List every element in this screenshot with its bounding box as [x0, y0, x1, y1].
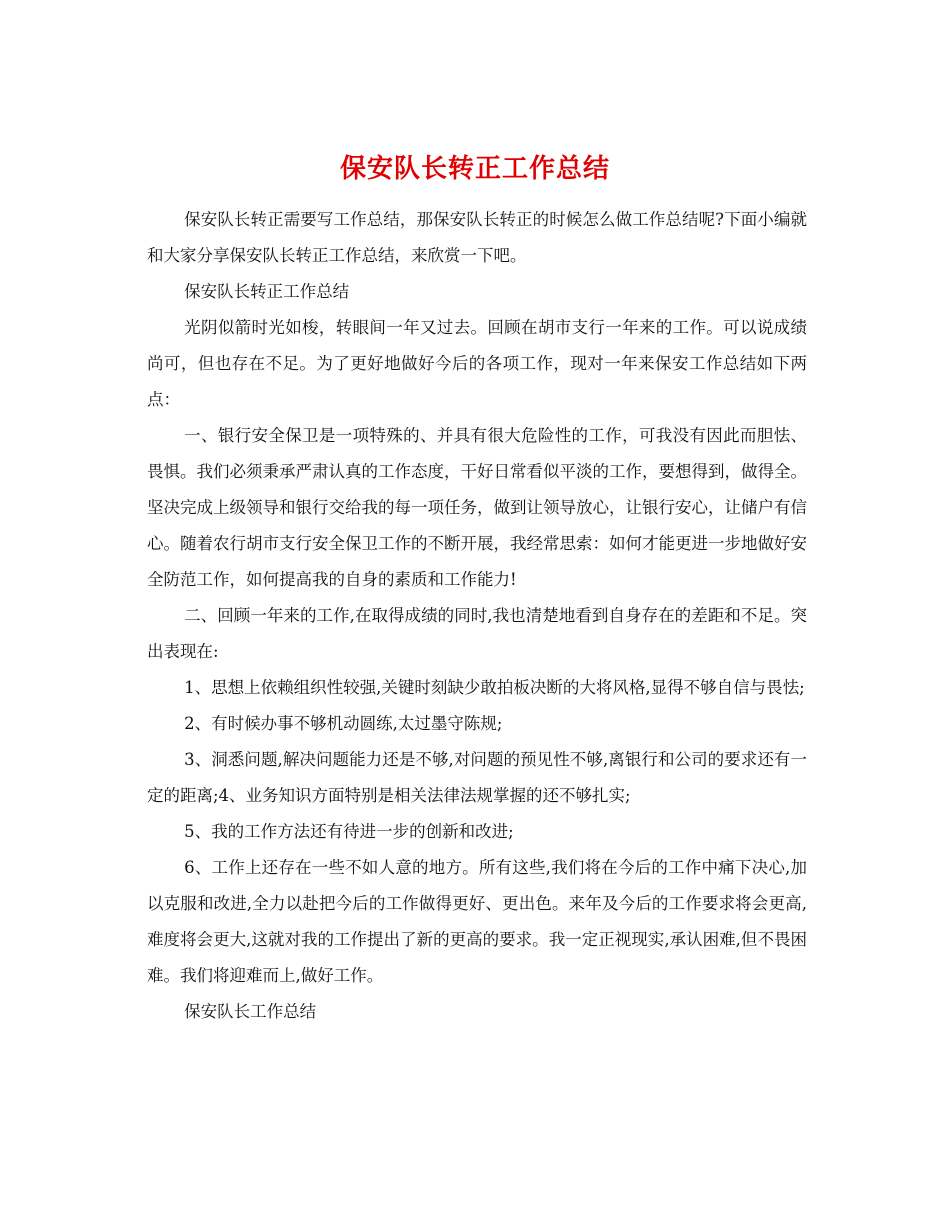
- intro-paragraph: 保安队长转正需要写工作总结，那保安队长转正的时候怎么做工作总结呢?下面小编就和大家分享保安队长转正工作总结，来欣赏一下吧。: [147, 210, 807, 265]
- page-title: 保安队长转正工作总结: [339, 154, 610, 185]
- list-item: 3、洞悉问题,解决问题能力还是不够,对问题的预见性不够,离银行和公司的要求还有一定的距离;4、业务知识方面特别是相关法律法规掌握的还不够扎实;: [147, 750, 807, 805]
- list-item: 1、思想上依赖组织性较强,关键时刻缺少敢拍板决断的大将风格,显得不够自信与畏怯;: [184, 678, 805, 697]
- body-paragraph: 二、回顾一年来的工作,在取得成绩的同时,我也清楚地看到自身存在的差距和不足。突出表现在:: [147, 606, 807, 661]
- section-heading: 保安队长转正工作总结: [184, 282, 350, 301]
- body-paragraph: 光阴似箭时光如梭，转眼间一年又过去。回顾在胡市支行一年来的工作。可以说成绩尚可，但也存在不足。为了更好地做好今后的各项工作，现对一年来保安工作总结如下两点：: [147, 318, 807, 409]
- list-item: 2、有时候办事不够机动圆练,太过墨守陈规;: [184, 714, 503, 733]
- list-item: 6、工作上还存在一些不如人意的地方。所有这些,我们将在今后的工作中痛下决心,加以克服和改进,全力以赴把今后的工作做得更好、更出色。来年及今后的工作要求将会更高,难度将会更大,这就对我的工作提出了新的更高的要求。我一定正视现实,承认困难,但不畏困难。我们将迎难而上,做好工作。: [147, 858, 807, 985]
- list-item: 5、我的工作方法还有待进一步的创新和改进;: [184, 822, 514, 841]
- section-heading: 保安队长工作总结: [184, 1002, 317, 1021]
- document-body: [147, 202, 807, 1030]
- body-paragraph: 一、银行安全保卫是一项特殊的、并具有很大危险性的工作，可我没有因此而胆怯、畏惧。我们必须秉承严肃认真的工作态度，干好日常看似平淡的工作，要想得到，做得全。坚决完成上级领导和银行交给我的每一项任务，做到让领导放心，让银行安心，让储户有信心。随着农行胡市支行安全保卫工作的不断开展，我经常思索：如何才能更进一步地做好安全防范工作，如何提高我的自身的素质和工作能力!: [147, 426, 807, 589]
